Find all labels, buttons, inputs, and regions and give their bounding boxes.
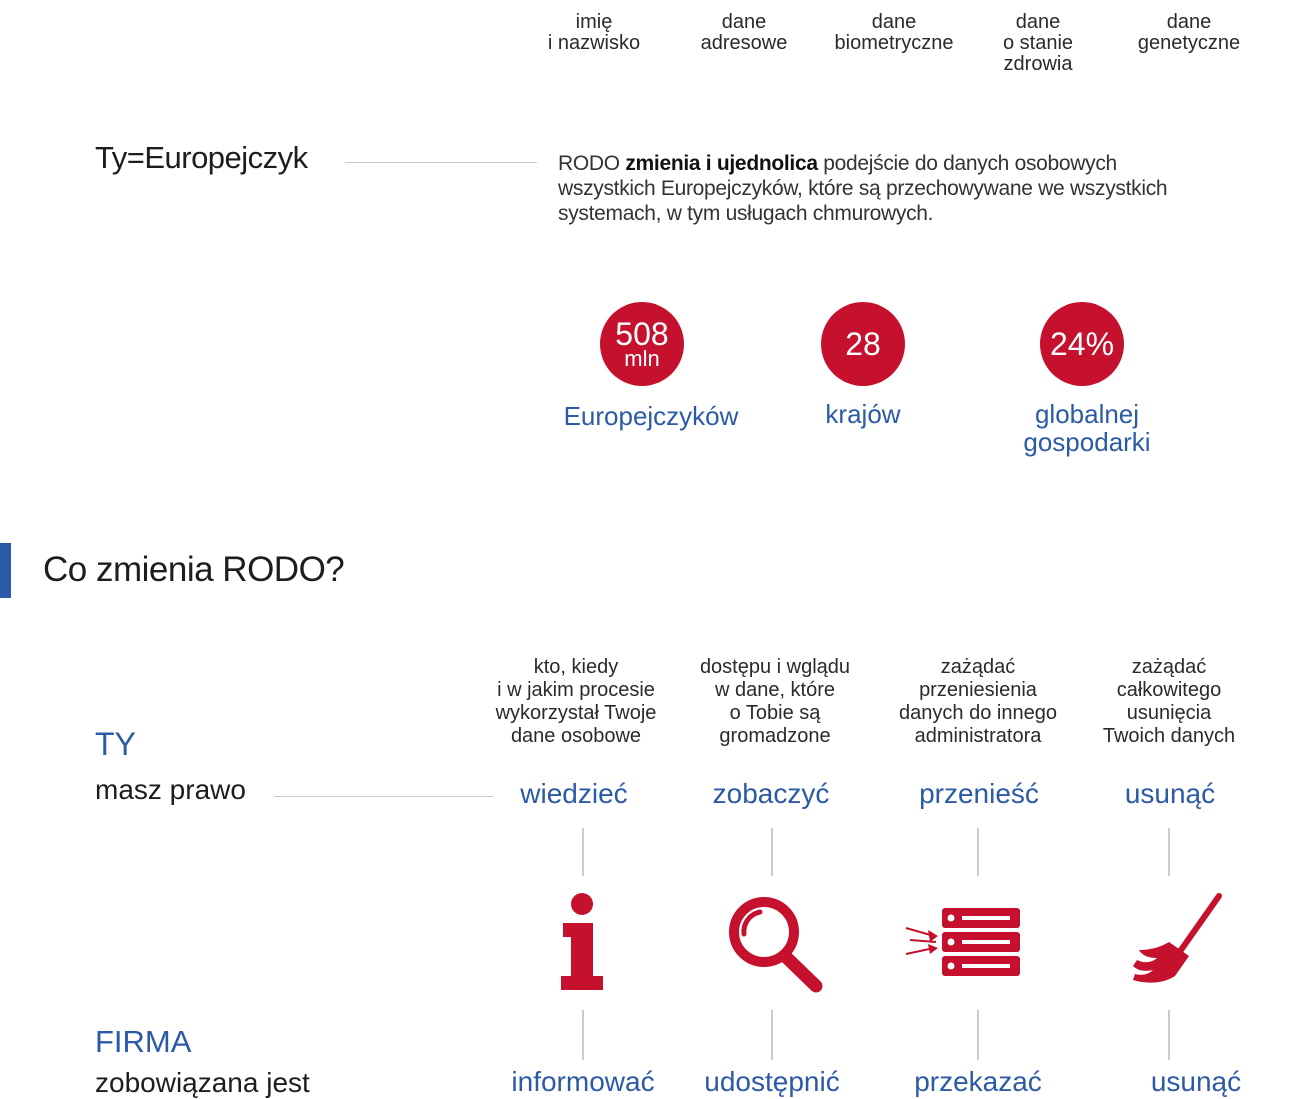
rodo-description (558, 151, 1198, 226)
stat-label-economy: globalnej gospodarki (1023, 399, 1151, 457)
right-desc-delete: zażądać całkowitego usunięcia Twoich danych (1102, 656, 1236, 747)
ty-label: TY (95, 726, 136, 762)
right-desc-know: kto, kiedy i w jakim procesie wykorzystał Twoje dane osobowe (495, 656, 657, 747)
category-biometric: dane biometryczne (834, 11, 954, 54)
description-text: podejście do danych osobowych wszystkich Europejczyków, które są przechowywane we wszystkich systemach, w tym usługach chmurowych. (558, 152, 1168, 225)
right-verb-transfer: przenieść (919, 778, 1039, 809)
stat-circle-countries (821, 302, 905, 386)
magnifier-icon (722, 890, 832, 1000)
category-address: dane adresowe (700, 11, 788, 54)
connector-line (977, 828, 979, 876)
firma-verb-inform: informować (511, 1066, 655, 1097)
connector-line (1168, 828, 1170, 876)
connector-line (977, 1010, 979, 1060)
connector-line (1168, 1010, 1170, 1060)
masz-prawo-label: masz prawo (95, 774, 246, 805)
divider-line (345, 162, 537, 163)
firma-verb-delete: usunąć (1150, 1066, 1242, 1097)
category-genetic: dane genetyczne (1137, 11, 1241, 54)
broom-icon (1125, 888, 1235, 998)
firma-verb-transfer: przekazać (914, 1066, 1042, 1097)
firma-verb-share: udostępnić (704, 1066, 840, 1097)
zobowiazana-label: zobowiązana jest (95, 1067, 310, 1098)
connector-line (582, 1010, 584, 1060)
stat-number: 28 (845, 326, 881, 362)
stat-unit: mln (624, 346, 660, 371)
right-desc-transfer: zażądać przeniesienia danych do innego administratora (899, 656, 1057, 747)
description-bold: zmienia i ujednolica (625, 152, 818, 175)
ty-europejczyk-heading: Ty=Europejczyk (95, 140, 308, 175)
connector-line (771, 1010, 773, 1060)
connector-line (771, 828, 773, 876)
connector-line (582, 828, 584, 876)
right-verb-know: wiedzieć (520, 778, 628, 809)
section-title: Co zmienia RODO? (43, 550, 345, 589)
category-health: dane o stanie zdrowia (1002, 11, 1074, 75)
stat-number: 508 (615, 316, 669, 352)
stat-circle-population (600, 302, 684, 386)
divider-line (274, 796, 493, 797)
description-text: RODO (558, 152, 626, 175)
stat-label-population: Europejczyków (563, 401, 739, 431)
section-accent-bar (0, 543, 11, 598)
right-verb-delete: usunąć (1124, 778, 1216, 809)
stat-label-countries: krajów (825, 399, 901, 429)
stat-circle-economy (1040, 302, 1124, 386)
info-icon (527, 888, 637, 998)
right-desc-see: dostępu i wglądu w dane, które o Tobie są gromadzone (699, 656, 851, 747)
category-name: imię i nazwisko (547, 11, 641, 54)
server-transfer-icon (904, 888, 1024, 998)
right-verb-see: zobaczyć (712, 778, 830, 809)
stat-number: 24% (1049, 326, 1115, 362)
firma-label: FIRMA (95, 1024, 192, 1059)
